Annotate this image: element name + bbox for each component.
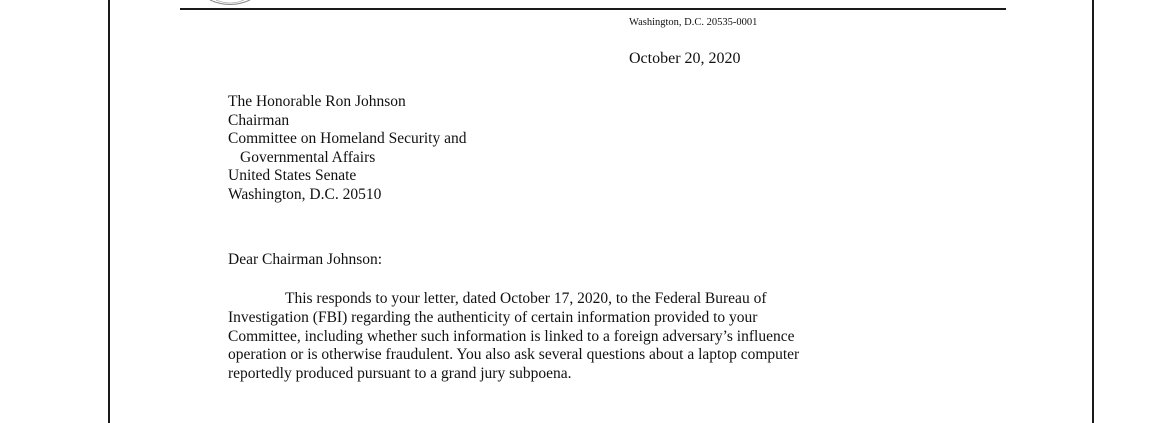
salutation: Dear Chairman Johnson: — [228, 251, 383, 268]
recipient-title: Chairman — [228, 111, 290, 129]
body-line: Committee, including whether such information is linked to a foreign adversary’s influence — [228, 327, 795, 345]
letter-date: October 20, 2020 — [629, 50, 741, 67]
body-line: This responds to your letter, dated October 17, 2020, to the Federal Bureau of — [285, 290, 767, 307]
recipient-name: The Honorable Ron Johnson — [228, 93, 406, 110]
body-line: operation or is otherwise fraudulent. You also ask several questions about a laptop computer — [228, 346, 800, 364]
recipient-committee: Committee on Homeland Security and — [228, 130, 467, 147]
recipient-city: Washington, D.C. 20510 — [228, 185, 382, 203]
letterhead-address: Washington, D.C. 20535-0001 — [629, 17, 758, 28]
letterhead-rule — [180, 8, 1006, 10]
recipient-committee-cont: Governmental Affairs — [240, 148, 376, 166]
body-paragraph — [228, 290, 968, 384]
recipient-body: United States Senate — [228, 167, 357, 184]
body-line: Investigation (FBI) regarding the authenticity of certain information provided to your — [228, 308, 758, 326]
recipient-block — [228, 93, 466, 204]
body-line: reportedly produced pursuant to a grand jury subpoena. — [228, 365, 572, 383]
seal-icon — [208, 0, 252, 6]
